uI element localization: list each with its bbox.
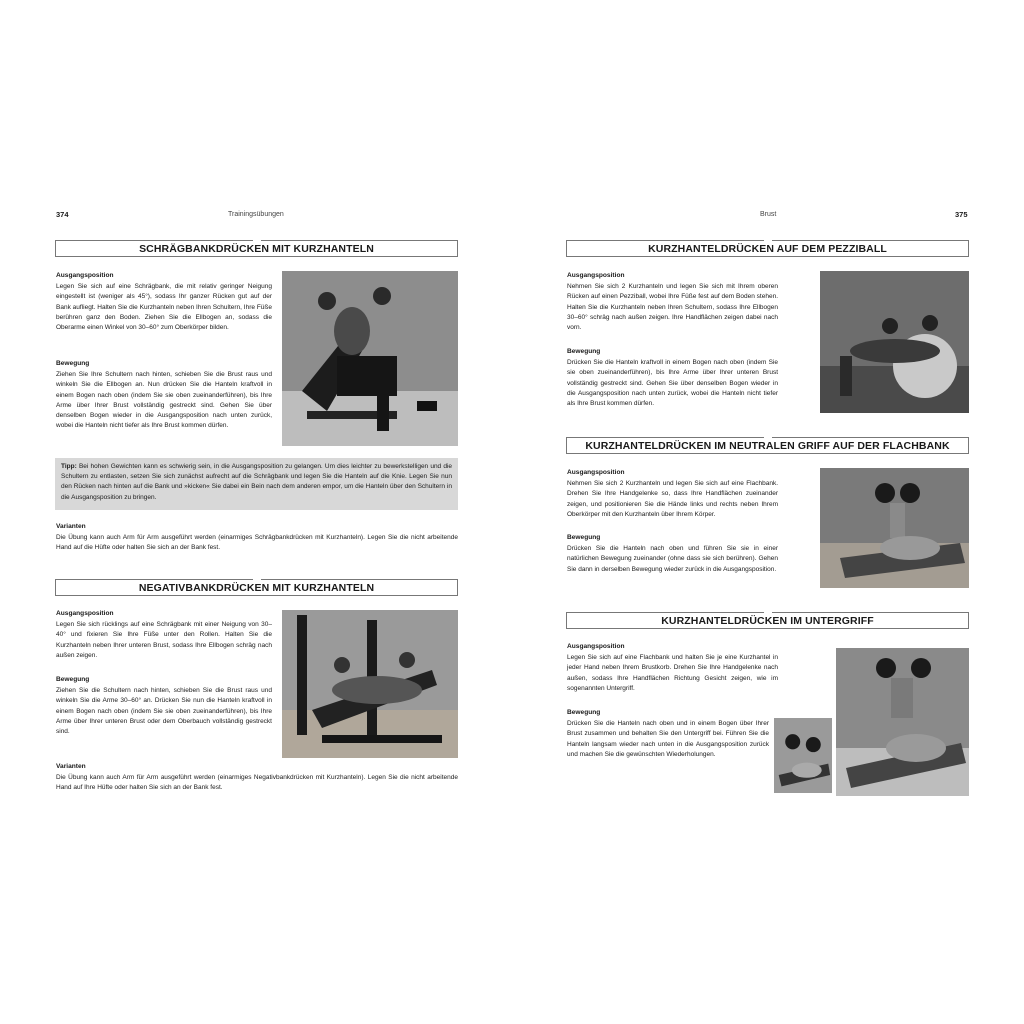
- subheading-movement: Bewegung: [56, 676, 90, 683]
- section-title: SCHRÄGBANKDRÜCKEN MIT KURZHANTELN: [55, 240, 458, 257]
- exercise-photo: [820, 468, 969, 588]
- tip-text: Bei hohen Gewichten kann es schwierig sein, in die Ausgangsposition zu gelangen. Um dies leichter zu bewerkstelligen und die Schultern zu entlasten, setzen Sie sich zunächst aufrecht auf die Schrägbank und legen Sie die Hanteln auf die Knie. Legen Sie nun den Rücken nach hinten auf die Bank und »kicken« Sie dabei ein Bein nach dem anderen empor, um die Hanteln über den Schultern in die Ausgangsposition zu bringen.: [61, 463, 453, 501]
- page-number-left: 374: [56, 210, 69, 219]
- body-text: Nehmen Sie sich 2 Kurzhanteln und legen Sie sich auf eine Flachbank. Drehen Sie Ihre Handgelenke so, dass Ihre Handflächen zueinander zeigen, und positionieren Sie die Hände links und rechts neben Ihrem Oberkörper mit den Kurzhanteln über Ihrem Körper.: [567, 480, 778, 518]
- subheading-variants: Varianten: [56, 523, 86, 530]
- subheading-start: Ausgangsposition: [56, 272, 114, 279]
- exercise-photo: [836, 648, 969, 796]
- exercise-photo: [282, 271, 458, 446]
- tip-label: Tipp:: [61, 463, 77, 470]
- body-text: Die Übung kann auch Arm für Arm ausgeführt werden (einarmiges Negativbankdrücken mit Kurzhanteln). Legen Sie die nicht arbeitende Hand auf Ihre Hüfte oder halten Sie sich an der Bank fest.: [56, 774, 458, 792]
- body-text: Ziehen Sie die Schultern nach hinten, schieben Sie die Brust raus und winkeln Sie die Arme 30–60° an. Drücken Sie nun die Hanteln kraftvoll in einem Bogen nach oben (indem Sie sie oben zueinanderführen), bis Ihre Arme über Ihrer unteren Brust oder dem Oberbauch vollständig gestreckt sind.: [56, 687, 272, 736]
- exercise-inset-photo: [772, 716, 834, 795]
- body-text: Ziehen Sie Ihre Schultern nach hinten, schieben Sie die Brust raus und winkeln Sie die Ellbogen an. Nun drücken Sie die Hanteln kraftvoll in einem Bogen nach oben (indem Sie sie oben zueinanderführen), bis Ihre Arme über Ihrer Brust vollständig gestreckt sind. Gehen Sie über denselben Bogen wieder in die Ausgangsposition nach unten zurück, wobei die Hanteln nicht tiefer als Ihre Brust kommen dürfen.: [56, 371, 272, 430]
- body-text: Drücken Sie die Hanteln nach oben und führen Sie sie in einer natürlichen Bewegung zueinander (ohne dass sie sich berühren). Gehen Sie dann in derselben Bewegung wieder zurück in die Ausgangsposition.: [567, 545, 778, 573]
- body-text: Nehmen Sie sich 2 Kurzhanteln und legen Sie sich mit Ihrem oberen Rücken auf einen Pezziball, wobei Ihre Füße fest auf dem Boden stehen. Halten Sie die Kurzhanteln neben Ihren Schultern, sodass Ihre Ellbogen 30–60° schräg nach außen zeigen. Ihre Handflächen zeigen dabei nach vorn.: [567, 283, 778, 332]
- body-text: Drücken Sie die Hanteln nach oben und in einem Bogen über Ihrer Brust zusammen und behalten Sie den Untergriff bei. Führen Sie die Hanteln langsam wieder nach unten in die Ausgangsposition zurück und machen Sie die gewünschten Wiederholungen.: [567, 720, 769, 758]
- running-head-right: Brust: [760, 211, 777, 218]
- subheading-movement: Bewegung: [567, 348, 601, 355]
- body-text: Legen Sie sich auf eine Schrägbank, die mit relativ geringer Neigung eingestellt ist (weniger als 45°), sodass Ihr ganzer Rücken gut auf der Bank aufliegt. Halten Sie die Kurzhanteln neben Ihren Schultern, Ihre Füße berühren ganz den Boden. Ziehen Sie die Ellbogen an, sodass die Oberarme einen Winkel von 30–60° zum Oberkörper bilden.: [56, 283, 272, 332]
- subheading-start: Ausgangsposition: [567, 272, 625, 279]
- section-title: NEGATIVBANKDRÜCKEN MIT KURZHANTELN: [55, 579, 458, 596]
- subheading-movement: Bewegung: [567, 534, 601, 541]
- body-text: Legen Sie sich auf eine Flachbank und halten Sie je eine Kurzhantel in jeder Hand neben Ihrem Brustkorb. Drehen Sie Ihre Handgelenke nach außen, sodass Ihre Handflächen Richtung Gesicht zeigen, wie im sogenannten Untergriff.: [567, 654, 778, 692]
- subheading-start: Ausgangsposition: [567, 469, 625, 476]
- exercise-photo: [282, 610, 458, 758]
- body-text: Legen Sie sich rücklings auf eine Schrägbank mit einer Neigung von 30–40° und fixieren Sie Ihre Füße unter den Rollen. Halten Sie die Kurzhanteln neben Ihrer unteren Brust, sodass Ihre Ellbogen schräg nach außen zeigen.: [56, 621, 272, 659]
- tip-box: [55, 458, 458, 510]
- section-title: KURZHANTELDRÜCKEN IM NEUTRALEN GRIFF AUF DER FLACHBANK: [566, 437, 969, 454]
- section-title: KURZHANTELDRÜCKEN AUF DEM PEZZIBALL: [566, 240, 969, 257]
- subheading-start: Ausgangsposition: [567, 643, 625, 650]
- running-head-left: Trainingsübungen: [228, 211, 284, 218]
- subheading-variants: Varianten: [56, 763, 86, 770]
- subheading-movement: Bewegung: [567, 709, 601, 716]
- section-title: KURZHANTELDRÜCKEN IM UNTERGRIFF: [566, 612, 969, 629]
- body-text: Drücken Sie die Hanteln kraftvoll in einem Bogen nach oben (indem Sie sie oben zueinanderführen), bis Ihre Arme über Ihrer unteren Brust vollständig gestreckt sind. Gehen Sie über denselben Bogen wieder in die Ausgangsposition nach unten zurück, wobei die Hanteln nicht tiefer als Ihre Brust kommen dürfen.: [567, 359, 778, 408]
- subheading-start: Ausgangsposition: [56, 610, 114, 617]
- subheading-movement: Bewegung: [56, 360, 90, 367]
- page-number-right: 375: [955, 210, 968, 219]
- exercise-photo: [820, 271, 969, 413]
- body-text: Die Übung kann auch Arm für Arm ausgeführt werden (einarmiges Schrägbankdrücken mit Kurzhanteln). Legen Sie die nicht arbeitende Hand auf die Hüfte oder halten Sie sich an der Bank fest.: [56, 534, 458, 552]
